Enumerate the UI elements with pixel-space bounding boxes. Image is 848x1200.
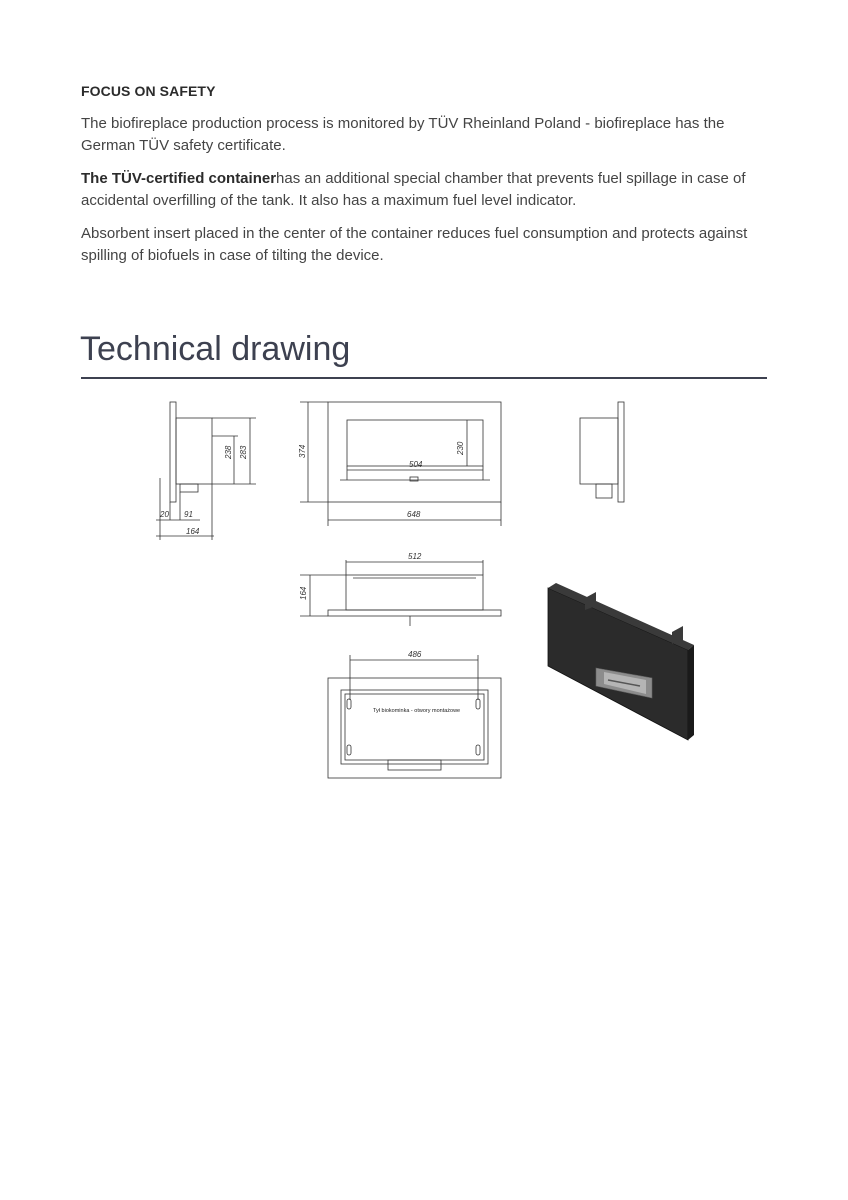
safety-paragraph-container [81, 168, 771, 212]
top-dim-164: 164 [299, 586, 308, 600]
top-dim-512: 512 [408, 552, 422, 561]
front-dim-648: 648 [407, 510, 421, 519]
side-dim-20: 20 [160, 510, 169, 519]
container-bold-label: The TÜV-certified container [81, 170, 277, 187]
technical-drawing-title: Technical drawing [80, 330, 351, 368]
top-view [300, 560, 501, 626]
side-view [156, 402, 256, 540]
safety-heading: FOCUS ON SAFETY [81, 83, 216, 99]
fireplace-3d-render [548, 583, 694, 740]
title-divider [81, 377, 767, 379]
front-dim-230: 230 [456, 441, 465, 455]
front-dim-504: 504 [409, 460, 423, 469]
side-dim-164: 164 [186, 527, 200, 536]
right-side-view [580, 402, 624, 502]
back-mounting-note: Tył biokominka - otwory montażowe [373, 708, 461, 714]
side-dim-91: 91 [184, 510, 193, 519]
safety-paragraph-absorbent: Absorbent insert placed in the center of the container reduces fuel consumption and protects against spilling of biofuels in case of tilting the device. [81, 225, 748, 264]
front-dim-374: 374 [298, 444, 307, 458]
side-dim-238: 238 [224, 445, 233, 459]
back-dim-486: 486 [408, 650, 422, 659]
technical-drawing [150, 395, 710, 795]
front-view [300, 402, 501, 526]
safety-paragraph-certificate: The biofireplace production process is monitored by TÜV Rheinland Poland - biofireplace has the German TÜV safety certificate. [81, 115, 725, 154]
container-description: has an additional special chamber that prevents fuel spillage in case of accidental overfilling of the tank. It also has a maximum fuel level indicator. [81, 170, 746, 209]
side-dim-283: 283 [239, 445, 248, 459]
back-view [328, 655, 501, 778]
